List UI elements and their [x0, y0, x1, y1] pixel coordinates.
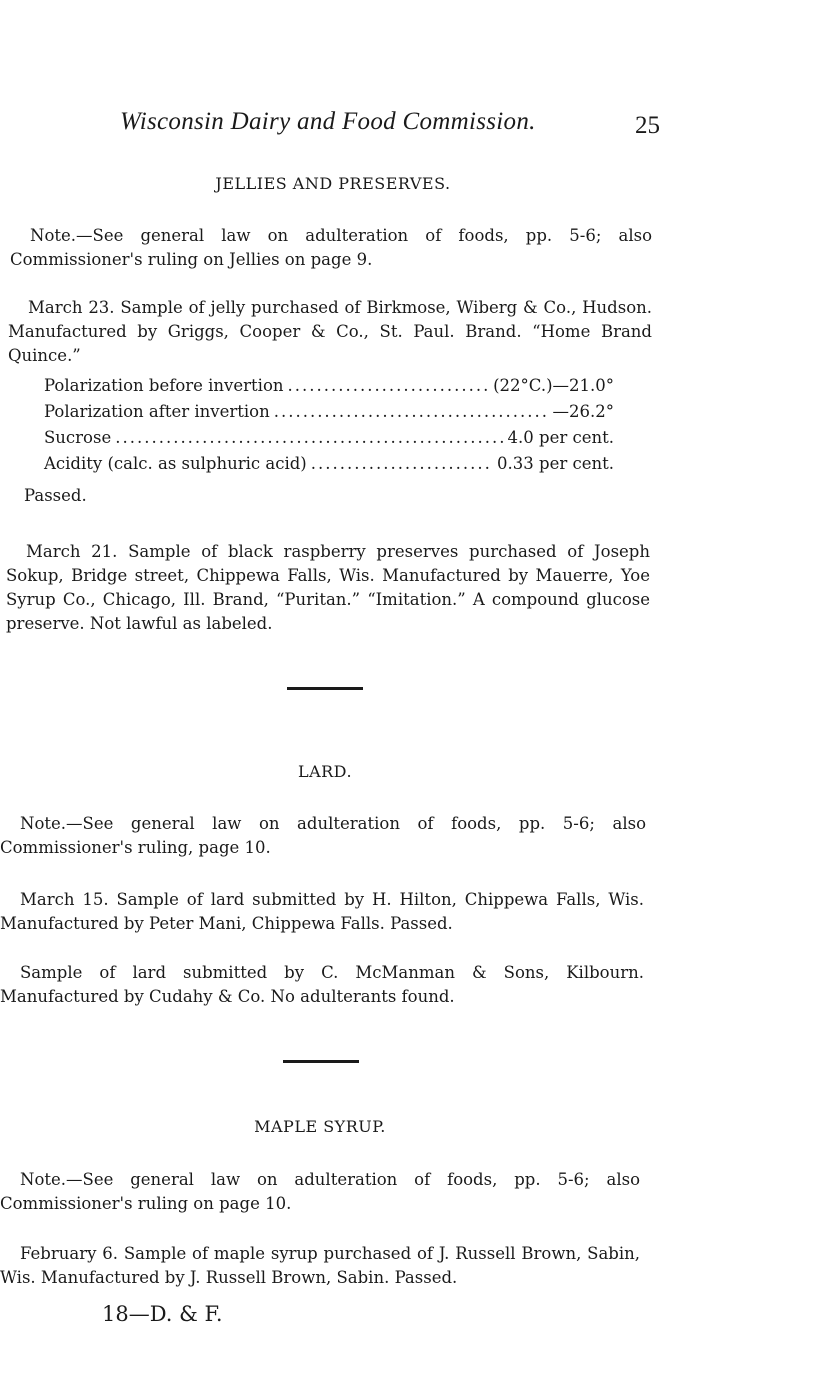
section-divider	[283, 1060, 359, 1063]
leader-dots	[115, 428, 503, 447]
leader-dots	[311, 454, 493, 473]
leader-dots	[274, 402, 549, 421]
section-heading-jellies: JELLIES AND PRESERVES.	[215, 174, 451, 193]
jellies-entry-1-result: Passed.	[24, 486, 87, 505]
section-heading-lard: LARD.	[297, 762, 353, 781]
jellies-entry-2: March 21. Sample of black raspberry preserves purchased of Joseph Sokup, Bridge street, Chippewa Falls, Wis. Manufactured by Mauerre, Yoe Syrup Co., Chicago, Ill. Brand, “Puritan.” “Imitation.” A compound glucose preserve. Not lawful as labeled.	[6, 542, 650, 633]
section-heading-maple-syrup: MAPLE SYRUP.	[254, 1117, 386, 1136]
lard-entry-2: Sample of lard submitted by C. McManman & Sons, Kilbourn. Manufactured by Cudahy & Co. No adulterants found.	[0, 963, 644, 1006]
page-header	[120, 108, 660, 144]
leader-dots	[288, 376, 490, 395]
running-title: Wisconsin Dairy and Food Commission.	[120, 108, 536, 135]
jellies-note: Note.—See general law on adulteration of foods, pp. 5-6; also Commissioner's ruling on Jellies on page 9.	[10, 226, 652, 269]
analysis-label: Polarization before invertion	[44, 376, 284, 395]
lard-entry-1: March 15. Sample of lard submitted by H. Hilton, Chippewa Falls, Wis. Manufactured by Peter Mani, Chippewa Falls. Passed.	[0, 890, 644, 933]
analysis-row	[44, 428, 614, 454]
analysis-row	[44, 402, 614, 428]
analysis-value: 0.33 per cent.	[497, 454, 614, 473]
analysis-label: Polarization after invertion	[44, 402, 270, 421]
maple-note: Note.—See general law on adulteration of foods, pp. 5-6; also Commissioner's ruling on page 10.	[0, 1170, 640, 1213]
jellies-entry-1: March 23. Sample of jelly purchased of Birkmose, Wiberg & Co., Hudson. Manufactured by Griggs, Cooper & Co., St. Paul. Brand. “Home Brand Quince.”	[8, 298, 652, 365]
lard-note: Note.—See general law on adulteration of foods, pp. 5-6; also Commissioner's ruling, page 10.	[0, 814, 646, 857]
maple-entry-1: February 6. Sample of maple syrup purchased of J. Russell Brown, Sabin, Wis. Manufactured by J. Russell Brown, Sabin. Passed.	[0, 1244, 640, 1287]
analysis-value: (22°C.)—21.0°	[493, 376, 614, 395]
analysis-label: Sucrose	[44, 428, 112, 447]
analysis-label: Acidity (calc. as sulphuric acid)	[44, 454, 307, 473]
analysis-row	[44, 376, 614, 402]
analysis-row	[44, 454, 614, 480]
analysis-value: 4.0 per cent.	[507, 428, 614, 447]
analysis-value: —26.2°	[552, 402, 614, 421]
section-divider	[287, 687, 363, 690]
page-number: 25	[635, 112, 660, 139]
signature-mark: 18—D. & F.	[102, 1302, 223, 1326]
